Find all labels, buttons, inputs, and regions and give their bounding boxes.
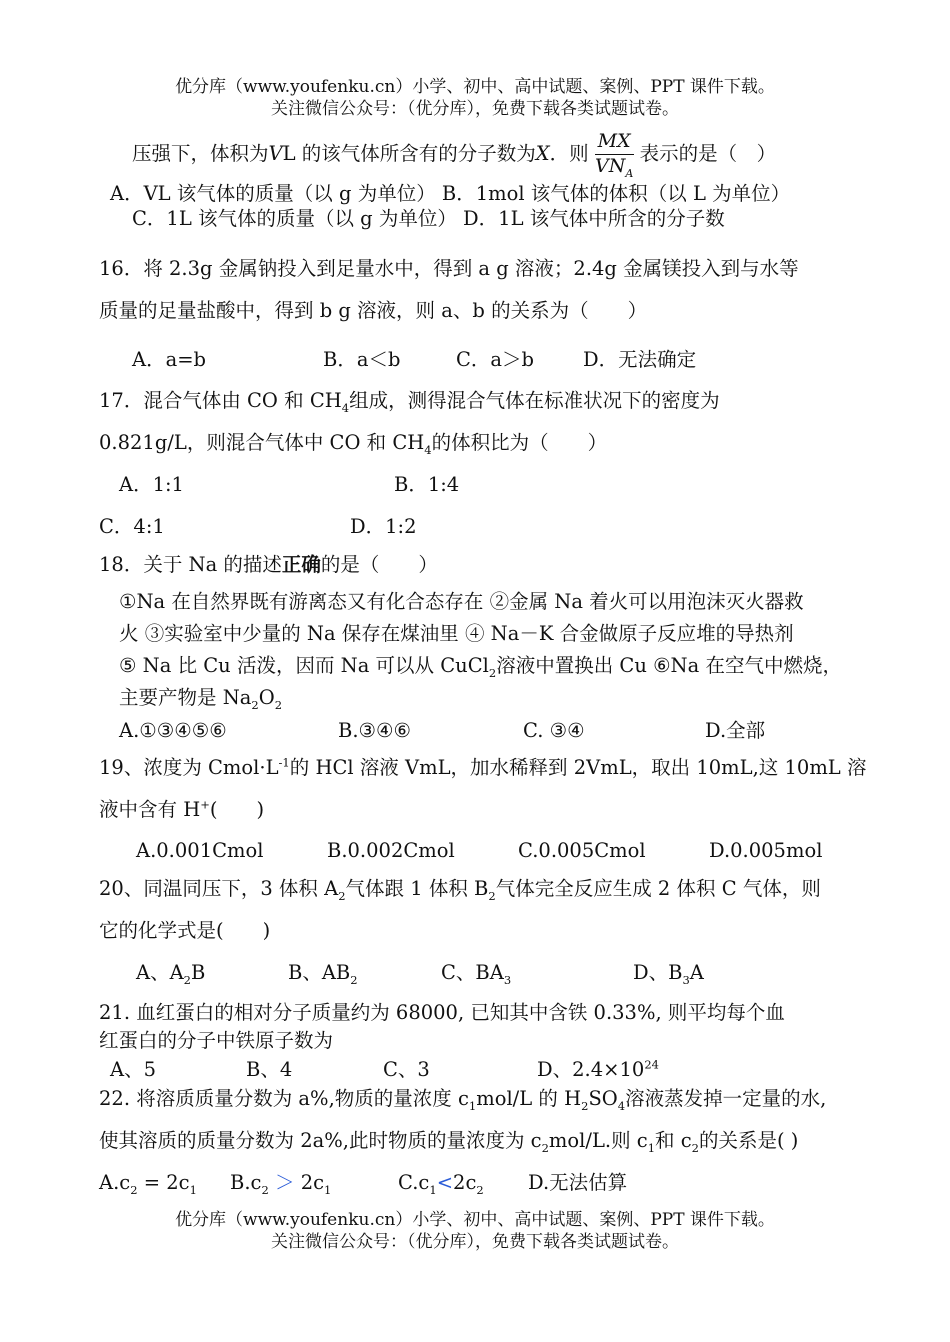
- q20-option-text: B、AB: [288, 961, 351, 984]
- q22-text: mol/L.则 c: [548, 1129, 648, 1152]
- q22-line-1: [99, 1087, 827, 1113]
- q20-option-text: B: [191, 961, 206, 984]
- q17-line-1: [99, 389, 720, 415]
- q22-text: 使其溶质的质量分数为 2a%,此时物质的量浓度为 c: [99, 1129, 542, 1152]
- q20-option-a: [136, 961, 206, 987]
- subscript: 2: [251, 697, 259, 712]
- q18-option-b: B.③④⑥: [338, 719, 411, 742]
- header-line-2: 关注微信公众号：（优分库），免费下载各类试题试卷。: [271, 99, 679, 119]
- q21-option-c: C、3: [383, 1058, 430, 1081]
- footer-line-1: 优分库（www.youfenku.cn）小学、初中、高中试题、案例、PPT 课件下载。: [175, 1210, 775, 1230]
- subscript: 1: [468, 1098, 477, 1113]
- superscript: -1: [278, 755, 290, 770]
- q18-text: 溶液中置换出 Cu ⑥Na 在空气中燃烧，: [496, 654, 842, 677]
- subscript: 2: [261, 1182, 269, 1197]
- q20-text: 20、同温同压下，3 体积 A: [99, 877, 339, 900]
- subscript: 2: [350, 972, 358, 987]
- q22-text: 22. 将溶质质量分数为 a%,物质的量浓度 c: [99, 1087, 469, 1110]
- q15-stem-part: L 的该气体所含有的分子数为: [282, 141, 536, 165]
- q15-var-x: X: [535, 141, 550, 165]
- subscript: 2: [541, 1140, 549, 1155]
- q20-line-1: [99, 877, 821, 903]
- q15-options-cd: C．1L 该气体的质量（以 g 为单位） D．1L 该气体中所含的分子数: [132, 207, 725, 230]
- subscript: 1: [647, 1140, 656, 1155]
- q21-option-b: B、4: [246, 1058, 293, 1081]
- q18-line-1: ①Na 在自然界既有游离态又有化合态存在 ②金属 Na 着火可以用泡沫灭火器救: [119, 590, 804, 613]
- subscript: 2: [488, 665, 497, 680]
- q21-option-text: D、2.4×10: [537, 1058, 645, 1081]
- subscript: 1: [324, 1182, 332, 1197]
- subscript: 2: [183, 972, 191, 987]
- q18-option-c: C. ③④: [523, 719, 585, 742]
- q19-option-b: B.0.002Cmol: [327, 839, 455, 862]
- q16-line-2: 质量的足量盐酸中，得到 b g 溶液，则 a、b 的关系为（ ）: [99, 299, 648, 322]
- q18-emphasis: 正确: [281, 553, 321, 576]
- q18-line-3: [119, 654, 842, 680]
- q21-option-d: [537, 1059, 659, 1081]
- subscript: 4: [617, 1098, 626, 1113]
- q18-text: 主要产物是 Na: [119, 686, 252, 709]
- q20-text: 气体跟 1 体积 B: [345, 877, 489, 900]
- q22-line-2: [99, 1129, 799, 1155]
- q15-fraction: [595, 130, 634, 180]
- q22-text: 的关系是( ): [699, 1129, 799, 1152]
- q15-stem-part: ．则: [549, 141, 589, 165]
- q18-text: 18．关于 Na 的描述: [99, 553, 282, 576]
- q15-stem: [132, 130, 777, 180]
- q18-option-a: A.①③④⑤⑥: [119, 719, 227, 742]
- subscript: 2: [130, 1182, 138, 1197]
- q22-less-than: <: [436, 1171, 454, 1194]
- q22-greater-than: ＞: [274, 1171, 295, 1194]
- q19-option-c: C.0.005Cmol: [518, 839, 646, 862]
- q15-var-v: V: [268, 141, 283, 165]
- subscript: 2: [488, 888, 496, 903]
- q16-option-b: B．a＜b: [323, 348, 401, 371]
- q22-option-text: A.c: [99, 1171, 131, 1194]
- q20-text: 气体完全反应生成 2 体积 C 气体，则: [495, 877, 821, 900]
- q19-line-2: [99, 799, 264, 821]
- q22-option-text: 2c: [300, 1171, 325, 1194]
- fraction-denominator-subscript: A: [625, 166, 634, 180]
- footer-line-2: 关注微信公众号：（优分库），免费下载各类试题试卷。: [271, 1232, 679, 1252]
- q18-line-4: [119, 686, 283, 712]
- q20-option-text: D、B: [633, 961, 683, 984]
- q17-option-a: A．1:1: [119, 473, 184, 496]
- q22-option-text: 2c: [453, 1171, 477, 1194]
- q17-text: 0.821g/L，则混合气体中 CO 和 CH: [99, 431, 425, 454]
- q18-option-d: D.全部: [705, 719, 766, 742]
- superscript: 24: [644, 1057, 659, 1072]
- q19-line-1: [99, 757, 866, 779]
- fraction-numerator: MX: [595, 132, 634, 155]
- superscript: +: [200, 797, 210, 812]
- q19-option-d: D.0.005mol: [709, 839, 823, 862]
- q19-text: 的 HCl 溶液 VmL，加水稀释到 2VmL，取出 10mL,这 10mL 溶: [289, 756, 867, 779]
- q20-option-b: [288, 961, 358, 987]
- q22-text: 和 c: [655, 1129, 692, 1152]
- q22-option-c: [398, 1171, 484, 1197]
- subscript: 2: [691, 1140, 699, 1155]
- fraction-denominator-text: VN: [595, 154, 626, 177]
- fraction-denominator: [595, 154, 634, 180]
- q15-stem-part: 压强下，体积为: [132, 141, 269, 165]
- q18-line-2: 火 ③实验室中少量的 Na 保存在煤油里 ④ Na－K 合金做原子反应堆的导热剂: [119, 622, 794, 645]
- q16-option-d: D．无法确定: [583, 348, 697, 371]
- q17-text: 的体积比为（ ）: [431, 431, 608, 454]
- q22-option-d: D.无法估算: [528, 1171, 628, 1194]
- q22-option-text: B.c: [230, 1171, 262, 1194]
- subscript: 3: [682, 972, 690, 987]
- q22-option-text: = 2c: [137, 1171, 190, 1194]
- q22-option-b: [230, 1171, 332, 1197]
- q19-text: 19、浓度为 Cmol·L: [99, 756, 279, 779]
- q19-option-a: A.0.001Cmol: [136, 839, 264, 862]
- subscript: 1: [429, 1182, 437, 1197]
- q18-text: 的是（ ）: [320, 553, 438, 576]
- subscript: 2: [581, 1098, 589, 1113]
- q16-option-a: A．a=b: [132, 348, 207, 371]
- subscript: 4: [341, 400, 350, 415]
- subscript: 3: [503, 972, 512, 987]
- header-line-1: 优分库（www.youfenku.cn）小学、初中、高中试题、案例、PPT 课件下载。: [175, 77, 775, 97]
- q21-option-a: A、5: [110, 1058, 156, 1081]
- q20-option-text: A: [689, 961, 704, 984]
- q15-options-ab: A．VL 该气体的质量（以 g 为单位） B．1mol 该气体的体积（以 L 为单位）: [110, 182, 791, 205]
- q21-line-2: 红蛋白的分子中铁原子数为: [99, 1029, 334, 1052]
- q20-option-text: C、BA: [441, 961, 504, 984]
- q22-option-text: C.c: [398, 1171, 430, 1194]
- q18-stem: [99, 554, 438, 576]
- q17-line-2: [99, 431, 608, 457]
- q17-text: 组成，测得混合气体在标准状况下的密度为: [349, 389, 720, 412]
- q15-stem-part: 表示的是（ ）: [639, 141, 777, 165]
- q20-option-c: [441, 961, 512, 987]
- q22-text: SO: [588, 1087, 618, 1110]
- q19-text: 液中含有 H: [99, 798, 201, 821]
- q20-option-d: [633, 961, 704, 987]
- q17-option-b: B．1:4: [394, 473, 460, 496]
- q18-text: ⑤ Na 比 Cu 活泼，因而 Na 可以从 CuCl: [119, 654, 489, 677]
- q21-line-1: 21. 血红蛋白的相对分子质量约为 68000, 已知其中含铁 0.33%, 则平均每个血: [99, 1001, 785, 1024]
- q19-text: ( ): [209, 798, 265, 821]
- q20-line-2: 它的化学式是( ): [99, 919, 271, 942]
- q22-text: 溶液蒸发掉一定量的水,: [625, 1087, 827, 1110]
- q16-line-1: 16．将 2.3g 金属钠投入到足量水中，得到 a g 溶液；2.4g 金属镁投入到与水等: [99, 257, 799, 280]
- q17-text: 17．混合气体由 CO 和 CH: [99, 389, 342, 412]
- q22-option-a: [99, 1171, 197, 1197]
- subscript: 2: [274, 697, 283, 712]
- q17-option-c: C．4:1: [99, 515, 165, 538]
- q22-text: mol/L 的 H: [476, 1087, 582, 1110]
- q20-option-text: A、A: [136, 961, 184, 984]
- q18-text: O: [258, 686, 275, 709]
- subscript: 2: [476, 1182, 484, 1197]
- subscript: 2: [338, 888, 346, 903]
- subscript: 1: [189, 1182, 197, 1197]
- q17-option-d: D．1:2: [350, 515, 417, 538]
- q16-option-c: C．a＞b: [456, 348, 535, 371]
- subscript: 4: [424, 442, 432, 457]
